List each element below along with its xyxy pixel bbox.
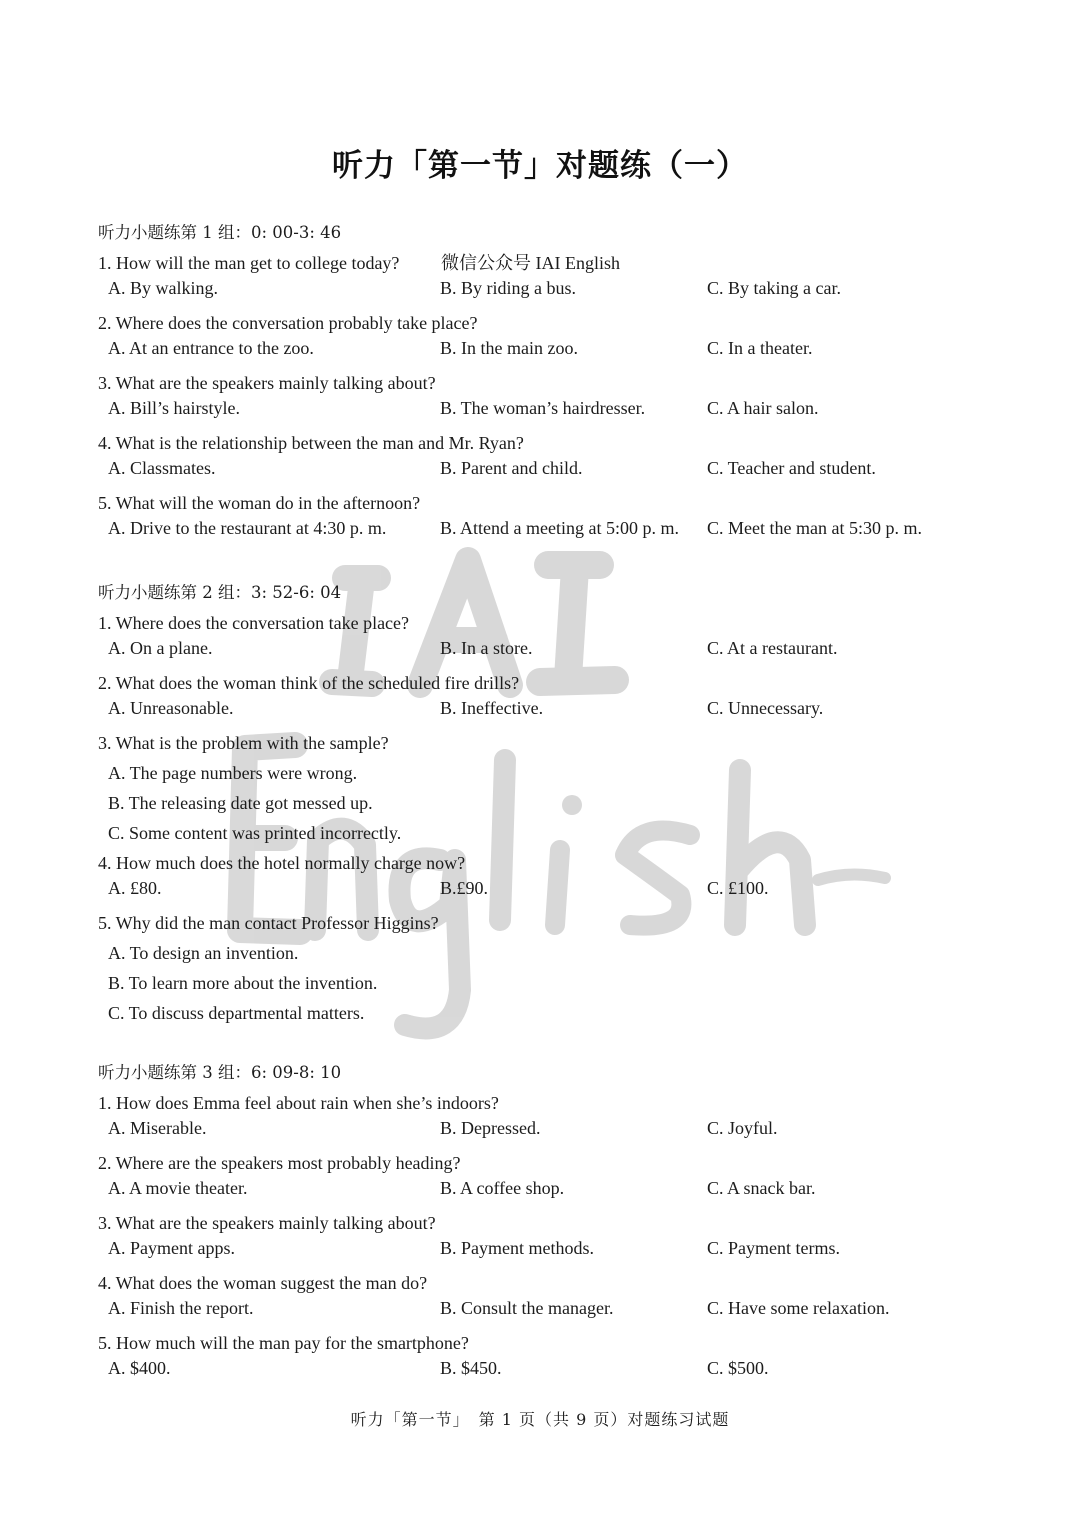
group-title: 听力小题练第 1 组：0: 00-3: 46 xyxy=(98,223,342,242)
options-row xyxy=(98,518,998,548)
options-row xyxy=(98,1238,998,1268)
option-a: A. Payment apps. xyxy=(108,1238,235,1258)
option-c: C. Unnecessary. xyxy=(707,698,824,718)
question: 5. What will the woman do in the afternoon? xyxy=(98,493,421,513)
question-text: 1. How will the man get to college today? xyxy=(98,253,400,273)
option-c: C. Joyful. xyxy=(707,1118,778,1138)
option-b: B. Attend a meeting at 5:00 p. m. xyxy=(440,518,679,538)
option-c: C. $500. xyxy=(707,1358,769,1378)
options-row xyxy=(98,1298,998,1328)
option-a: A. By walking. xyxy=(108,278,218,298)
option-c: C. Teacher and student. xyxy=(707,458,876,478)
option-b: B. To learn more about the invention. xyxy=(108,973,378,993)
option-b: B. By riding a bus. xyxy=(440,278,577,298)
option-a: A. Classmates. xyxy=(108,458,216,478)
options-row xyxy=(98,458,998,488)
question: 5. How much will the man pay for the smartphone? xyxy=(98,1333,469,1353)
option-a: A. Drive to the restaurant at 4:30 p. m. xyxy=(108,518,387,538)
option-c: C. To discuss departmental matters. xyxy=(108,1003,365,1023)
option-b: B. Consult the manager. xyxy=(440,1298,614,1318)
option-a: A. Finish the report. xyxy=(108,1298,254,1318)
option-c: C. Have some relaxation. xyxy=(707,1298,890,1318)
options-row xyxy=(98,878,998,908)
exercise-content xyxy=(98,218,998,1388)
options-row xyxy=(98,1178,998,1208)
option-a: A. On a plane. xyxy=(108,638,213,658)
question xyxy=(98,248,998,278)
option-c: C. A hair salon. xyxy=(707,398,819,418)
option-c: C. Payment terms. xyxy=(707,1238,840,1258)
option-b: B. $450. xyxy=(440,1358,502,1378)
option-b: B. A coffee shop. xyxy=(440,1178,565,1198)
options-row xyxy=(98,1358,998,1388)
option-a: A. The page numbers were wrong. xyxy=(108,763,358,783)
options-row xyxy=(98,398,998,428)
option-b: B.£90. xyxy=(440,878,489,898)
options-row xyxy=(98,638,998,668)
options-row xyxy=(98,1118,998,1148)
option-a: A. At an entrance to the zoo. xyxy=(108,338,314,358)
option-b: B. Parent and child. xyxy=(440,458,583,478)
option-c: C. At a restaurant. xyxy=(707,638,838,658)
option-c: C. A snack bar. xyxy=(707,1178,816,1198)
question: 2. Where are the speakers most probably heading? xyxy=(98,1153,461,1173)
option-b: B. Ineffective. xyxy=(440,698,544,718)
question: 5. Why did the man contact Professor Higgins? xyxy=(98,913,439,933)
question: 3. What are the speakers mainly talking about? xyxy=(98,373,436,393)
option-a: A. To design an invention. xyxy=(108,943,299,963)
question: 1. How does Emma feel about rain when she’s indoors? xyxy=(98,1093,499,1113)
option-a: A. Miserable. xyxy=(108,1118,207,1138)
option-c: C. Meet the man at 5:30 p. m. xyxy=(707,518,922,538)
option-c: C. Some content was printed incorrectly. xyxy=(108,823,402,843)
option-b: B. The woman’s hairdresser. xyxy=(440,398,646,418)
question: 3. What is the problem with the sample? xyxy=(98,733,389,753)
option-c: C. £100. xyxy=(707,878,769,898)
options-row xyxy=(98,698,998,728)
page-footer: 听力「第一节」 第 1 页（共 9 页）对题练习试题 xyxy=(350,1410,730,1429)
wechat-note: 微信公众号 IAI English xyxy=(441,253,620,273)
question: 4. What does the woman suggest the man do? xyxy=(98,1273,428,1293)
option-c: C. In a theater. xyxy=(707,338,813,358)
option-b: B. Depressed. xyxy=(440,1118,541,1138)
question: 1. Where does the conversation take place? xyxy=(98,613,410,633)
option-b: B. Payment methods. xyxy=(440,1238,594,1258)
group-title: 听力小题练第 2 组：3: 52-6: 04 xyxy=(98,583,342,602)
question: 4. What is the relationship between the man and Mr. Ryan? xyxy=(98,433,524,453)
question: 2. What does the woman think of the scheduled fire drills? xyxy=(98,673,520,693)
page-title: 听力「第一节」对题练（一） xyxy=(332,148,748,184)
option-a: A. £80. xyxy=(108,878,162,898)
options-row xyxy=(98,278,998,308)
option-b: B. The releasing date got messed up. xyxy=(108,793,373,813)
group-title: 听力小题练第 3 组：6: 09-8: 10 xyxy=(98,1063,342,1082)
option-a: A. $400. xyxy=(108,1358,171,1378)
option-a: A. A movie theater. xyxy=(108,1178,248,1198)
question: 3. What are the speakers mainly talking about? xyxy=(98,1213,436,1233)
option-a: A. Bill’s hairstyle. xyxy=(108,398,240,418)
option-c: C. By taking a car. xyxy=(707,278,841,298)
option-b: B. In the main zoo. xyxy=(440,338,578,358)
options-row xyxy=(98,338,998,368)
question: 4. How much does the hotel normally charge now? xyxy=(98,853,466,873)
option-b: B. In a store. xyxy=(440,638,533,658)
option-a: A. Unreasonable. xyxy=(108,698,234,718)
question: 2. Where does the conversation probably take place? xyxy=(98,313,478,333)
